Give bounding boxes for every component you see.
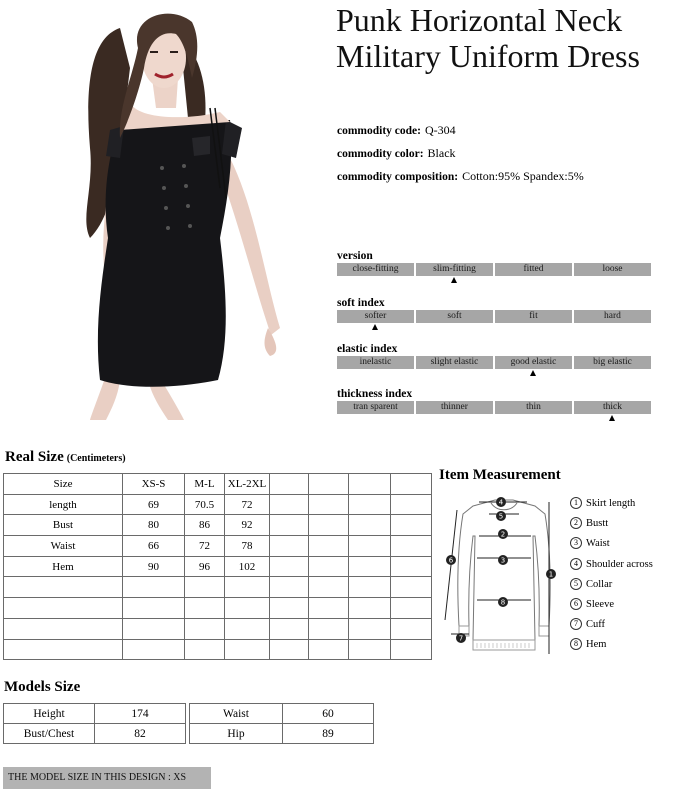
commodity-color-label: commodity color:	[337, 148, 424, 160]
index-marker-track	[337, 276, 651, 285]
table-cell	[270, 536, 309, 557]
table-cell: 72	[225, 494, 270, 515]
models-size-title: Models Size	[4, 679, 81, 695]
table-cell: Waist	[4, 536, 123, 557]
legend-number: 5	[570, 578, 582, 590]
table-cell	[185, 618, 225, 639]
model-photo	[60, 8, 290, 420]
table-cell: Height	[4, 704, 95, 724]
table-cell	[309, 618, 349, 639]
index-bar	[337, 263, 651, 276]
table-cell	[391, 639, 432, 660]
table-cell	[185, 639, 225, 660]
table-cell: 70.5	[185, 494, 225, 515]
table-row	[4, 724, 186, 744]
index-option: thick	[574, 401, 651, 414]
table-cell	[185, 577, 225, 598]
table-cell	[309, 536, 349, 557]
legend-number: 8	[570, 638, 582, 650]
table-cell	[349, 577, 391, 598]
real-size-unit: (Centimeters)	[66, 453, 126, 464]
models-size-table-right	[189, 703, 374, 744]
commodity-composition-value: Cotton:95% Spandex:5%	[462, 169, 584, 183]
table-cell: Size	[4, 474, 123, 495]
table-row	[4, 556, 432, 577]
table-cell	[349, 474, 391, 495]
table-cell	[225, 639, 270, 660]
table-cell	[123, 639, 185, 660]
legend-label: Sleeve	[586, 598, 614, 610]
table-row	[4, 494, 432, 515]
legend-item	[570, 536, 653, 556]
table-cell: XS-S	[123, 474, 185, 495]
table-cell	[270, 639, 309, 660]
item-measurement-title: Item Measurement	[439, 467, 561, 483]
legend-item	[570, 496, 653, 516]
legend-number: 6	[570, 598, 582, 610]
index-option: inelastic	[337, 356, 414, 369]
index-option: slim-fitting	[416, 263, 493, 276]
table-cell	[309, 639, 349, 660]
table-cell	[391, 515, 432, 536]
table-cell	[4, 598, 123, 619]
table-cell	[309, 494, 349, 515]
table-cell: 90	[123, 556, 185, 577]
models-size-table-left	[3, 703, 186, 744]
model-size-note: THE MODEL SIZE IN THIS DESIGN : XS	[3, 767, 211, 789]
table-cell: Bust	[4, 515, 123, 536]
commodity-info	[337, 121, 584, 190]
svg-text:3: 3	[500, 556, 506, 565]
table-cell: Waist	[190, 704, 283, 724]
selected-marker-icon	[609, 415, 615, 421]
title-line-2: Military Uniform Dress	[336, 38, 640, 74]
index-bar	[337, 356, 651, 369]
thickness-index	[337, 387, 651, 423]
table-cell	[270, 474, 309, 495]
table-cell	[391, 618, 432, 639]
title-line-1: Punk Horizontal Neck	[336, 2, 623, 38]
table-row	[4, 515, 432, 536]
index-option: tran sparent	[337, 401, 414, 414]
index-label: soft index	[337, 297, 385, 309]
table-cell	[309, 556, 349, 577]
commodity-code-value: Q-304	[425, 123, 456, 137]
dress-measurement-diagram	[439, 490, 563, 658]
table-cell	[349, 556, 391, 577]
table-cell	[4, 577, 123, 598]
soft-index	[337, 296, 651, 332]
table-cell: 96	[185, 556, 225, 577]
index-option: big elastic	[574, 356, 651, 369]
table-row	[190, 724, 374, 744]
index-option: softer	[337, 310, 414, 323]
real-size-title: Real Size	[5, 449, 64, 465]
legend-number: 4	[570, 558, 582, 570]
table-cell	[123, 598, 185, 619]
table-cell	[349, 639, 391, 660]
table-row	[4, 618, 432, 639]
legend-item	[570, 516, 653, 536]
index-option: loose	[574, 263, 651, 276]
table-cell: Hem	[4, 556, 123, 577]
table-cell	[391, 474, 432, 495]
table-header-row	[4, 474, 432, 495]
index-option: soft	[416, 310, 493, 323]
table-cell: 82	[95, 724, 186, 744]
index-option: thinner	[416, 401, 493, 414]
table-cell: 80	[123, 515, 185, 536]
legend-item	[570, 617, 653, 637]
svg-text:2: 2	[500, 530, 506, 539]
selected-marker-icon	[530, 370, 536, 376]
table-cell: XL-2XL	[225, 474, 270, 495]
table-cell	[349, 618, 391, 639]
table-cell	[225, 618, 270, 639]
table-cell	[349, 598, 391, 619]
legend-item	[570, 637, 653, 657]
table-cell	[123, 577, 185, 598]
table-cell: 60	[283, 704, 374, 724]
legend-number: 3	[570, 537, 582, 549]
table-cell	[270, 556, 309, 577]
table-cell	[349, 536, 391, 557]
table-cell: Hip	[190, 724, 283, 744]
table-cell	[225, 598, 270, 619]
table-cell	[349, 494, 391, 515]
table-cell	[123, 618, 185, 639]
table-cell: 66	[123, 536, 185, 557]
index-option: hard	[574, 310, 651, 323]
commodity-color-row	[337, 144, 584, 167]
table-cell	[4, 618, 123, 639]
selected-marker-icon	[451, 277, 457, 283]
commodity-code-label: commodity code:	[337, 125, 421, 137]
svg-text:6: 6	[448, 556, 454, 565]
table-cell: 102	[225, 556, 270, 577]
index-bar	[337, 310, 651, 323]
svg-text:8: 8	[500, 598, 506, 607]
table-cell: 174	[95, 704, 186, 724]
table-cell	[225, 577, 270, 598]
legend-number: 2	[570, 517, 582, 529]
legend-label: Waist	[586, 538, 610, 550]
table-row	[4, 598, 432, 619]
selected-marker-icon	[372, 324, 378, 330]
table-cell	[270, 618, 309, 639]
legend-item	[570, 597, 653, 617]
table-cell	[391, 577, 432, 598]
table-cell	[270, 515, 309, 536]
table-cell	[391, 494, 432, 515]
index-label: version	[337, 250, 373, 262]
elastic-index	[337, 342, 651, 378]
index-bar	[337, 401, 651, 414]
real-size-heading	[5, 449, 126, 466]
product-title	[336, 2, 676, 74]
table-cell: Bust/Chest	[4, 724, 95, 744]
legend-label: Shoulder across	[586, 558, 653, 570]
table-cell	[391, 536, 432, 557]
table-cell: length	[4, 494, 123, 515]
real-size-table	[3, 473, 432, 660]
table-cell	[270, 598, 309, 619]
table-cell	[309, 577, 349, 598]
table-row	[4, 639, 432, 660]
index-marker-track	[337, 323, 651, 332]
index-marker-track	[337, 369, 651, 378]
table-cell	[185, 598, 225, 619]
table-cell: 92	[225, 515, 270, 536]
table-cell: M-L	[185, 474, 225, 495]
table-cell	[349, 515, 391, 536]
commodity-code-row	[337, 121, 584, 144]
table-cell: 89	[283, 724, 374, 744]
index-option: good elastic	[495, 356, 572, 369]
table-cell: 72	[185, 536, 225, 557]
commodity-composition-label: commodity composition:	[337, 171, 459, 183]
index-label: elastic index	[337, 343, 398, 355]
table-cell	[309, 474, 349, 495]
table-cell: 69	[123, 494, 185, 515]
index-option: slight elastic	[416, 356, 493, 369]
legend-label: Bustt	[586, 518, 609, 530]
legend-item	[570, 577, 653, 597]
index-label: thickness index	[337, 388, 413, 400]
legend-number: 1	[570, 497, 582, 509]
index-option: thin	[495, 401, 572, 414]
legend-label: Skirt length	[586, 498, 636, 509]
table-cell	[270, 494, 309, 515]
table-cell: 86	[185, 515, 225, 536]
index-option: fitted	[495, 263, 572, 276]
svg-text:1: 1	[548, 570, 554, 579]
table-cell	[4, 639, 123, 660]
svg-text:5: 5	[498, 512, 504, 521]
table-cell	[391, 556, 432, 577]
svg-text:7: 7	[458, 634, 464, 643]
table-row	[4, 536, 432, 557]
commodity-color-value: Black	[427, 146, 456, 160]
table-row	[190, 704, 374, 724]
table-row	[4, 704, 186, 724]
commodity-composition-row	[337, 167, 584, 190]
version-index	[337, 249, 651, 285]
svg-text:4: 4	[498, 498, 504, 507]
table-cell	[270, 577, 309, 598]
table-cell: 78	[225, 536, 270, 557]
legend-label: Cuff	[586, 619, 606, 631]
table-cell	[309, 598, 349, 619]
legend-label: Collar	[586, 578, 613, 590]
legend-item	[570, 557, 653, 577]
index-option: fit	[495, 310, 572, 323]
table-row	[4, 577, 432, 598]
item-measurement-legend	[570, 496, 653, 658]
index-marker-track	[337, 414, 651, 423]
table-cell	[391, 598, 432, 619]
index-option: close-fitting	[337, 263, 414, 276]
legend-label: Hem	[586, 639, 607, 651]
legend-number: 7	[570, 618, 582, 630]
table-cell	[309, 515, 349, 536]
